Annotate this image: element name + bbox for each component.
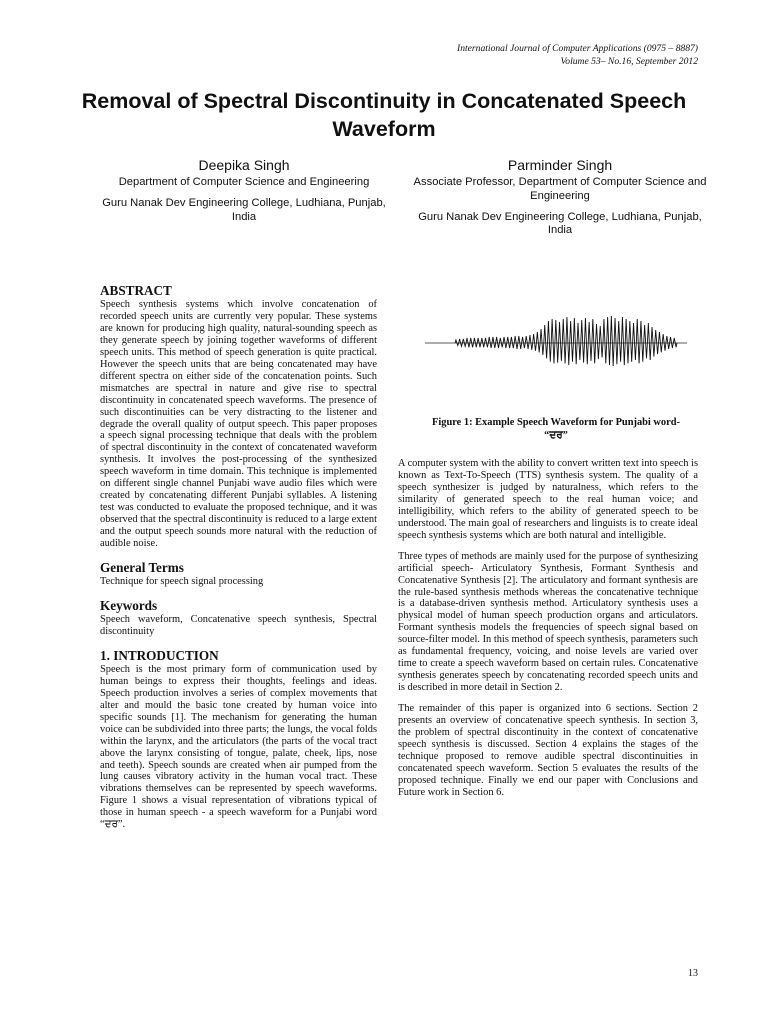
right-column xyxy=(398,458,698,808)
speech-waveform-figure xyxy=(425,315,687,371)
author-block xyxy=(410,155,710,238)
page-number: 13 xyxy=(688,968,698,979)
figure-caption: Figure 1: Example Speech Waveform for Punjabi word- “ਦਰ” xyxy=(432,417,680,441)
general-terms-text: Technique for speech signal processing xyxy=(100,576,264,588)
author-block xyxy=(94,155,394,224)
left-column xyxy=(100,283,377,831)
speech-waveform-graphic xyxy=(425,315,687,371)
paragraph: Three types of methods are mainly used for the purpose of synthesizing artificial speech- Articulatory Synthesis, Formant Synthesis and Concatenative Synthesis [2]. The articulatory and formant synthesis are the rule-based synthesis methods whereas the concatenative technique is a database-driven synthesis method. Articulatory synthesis uses a physical model of human speech production organs and articulators. Formant synthesis models the frequencies of speech signal based on source-filter model. In this method of speech synthesis, parameters such as fundamental frequency, voicing, and noise levels are varied over time to create a speech waveform based on certain rules. Concatenative synthesis generates speech by concatenating recorded speech units and is described in more detail in Section 2. xyxy=(398,550,698,694)
author-name: Parminder Singh xyxy=(507,157,613,173)
waveform-trace xyxy=(455,316,677,366)
paper-title: Removal of Spectral Discontinuity in Concatenated Speech Waveform xyxy=(81,89,687,141)
author-affiliation: Department of Computer Science and Engineering xyxy=(118,176,370,188)
author-name: Deepika Singh xyxy=(198,157,290,173)
keywords-text: Speech waveform, Concatenative speech synthesis, Spectral discontinuity xyxy=(100,613,377,637)
keywords-heading: Keywords xyxy=(100,597,158,613)
author-institution: Guru Nanak Dev Engineering College, Ludhiana, Punjab, India xyxy=(102,196,386,223)
author-affiliation: Associate Professor, Department of Computer Science and Engineering xyxy=(413,176,707,202)
introduction-text: Speech is the most primary form of communication used by human beings to express their thoughts, feelings and ideas. Speech production involves a series of complex movements that alter and mould the basic tone created by human voice into specific sounds [1]. The mechanism for generating the human voice can be subdivided into three parts; the lungs, the vocal folds within the larynx, and the articulators (the parts of the vocal tract above the larynx consisting of tongue, palate, cheek, lips, nose and teeth). Speech sounds are created when air pumped from the lung causes vibratory activity in the human vocal tract. These vibrations themselves can be represented by speech waveforms. Figure 1 shows a visual representation of vibrations typical of those in human speech - a speech waveform for a Punjabi word “ਦਰ”. xyxy=(100,663,377,831)
journal-volume: Volume 53– No.16, September 2012 xyxy=(560,56,698,67)
paragraph: A computer system with the ability to convert written text into speech is known as Text-To-Speech (TTS) synthesis system. The quality of a speech synthesizer is judged by naturalness, which refers to the similarity of generated speech to the real human voice; and intelligibility, which refers to the ability of generated speech to be understood. The main goal of researchers and linguists is to create ideal speech synthesis systems which are both natural and intelligible. xyxy=(398,458,698,541)
general-terms-heading: General Terms xyxy=(100,560,184,576)
paragraph: The remainder of this paper is organized into 6 sections. Section 2 presents an overview of concatenative speech synthesis. In section 3, the problem of spectral discontinuity in the context of concatenative speech synthesis is discussed. Section 4 explains the stages of the technique proposed to remove audible spectral discontinuities in concatenated speech waveform. Section 5 evaluates the results of the proposed technique. Finally we end our paper with Conclusions and Future work in Section 6. xyxy=(398,703,698,798)
journal-name: International Journal of Computer Applications (0975 – 8887) xyxy=(457,43,698,54)
introduction-heading: 1. INTRODUCTION xyxy=(100,647,219,663)
author-institution: Guru Nanak Dev Engineering College, Ludhiana, Punjab, India xyxy=(418,210,702,237)
journal-header xyxy=(457,42,698,68)
abstract-heading: ABSTRACT xyxy=(100,283,172,298)
abstract-text: Speech synthesis systems which involve concatenation of recorded speech units are currently very popular. These systems are known for producing high quality, natural-sounding speech as they generate speech by joining together waveforms of different speech units. This method of speech generation is quite practical. However the speech units that are being concatenated may have different spectra on either side of the concatenation points. Such mismatches are spectral in nature and give rise to spectral discontinuity in concatenated speech waveforms. The presence of such discontinuities can be very distracting to the listener and degrade the overall quality of output speech. This paper proposes a speech signal processing technique that deals with the problem of spectral discontinuity in the context of concatenated waveform synthesis. It involves the post-processing of the synthesized speech waveform in time domain. This technique is implemented on different single channel Punjabi wave audio files which were created by concatenating different Punjabi syllables. A listening test was conducted to evaluate the proposed technique, and it was observed that the spectral discontinuity is reduced to a large extent and the output speech sounds more natural with the reduction of audible noise. xyxy=(100,299,377,550)
